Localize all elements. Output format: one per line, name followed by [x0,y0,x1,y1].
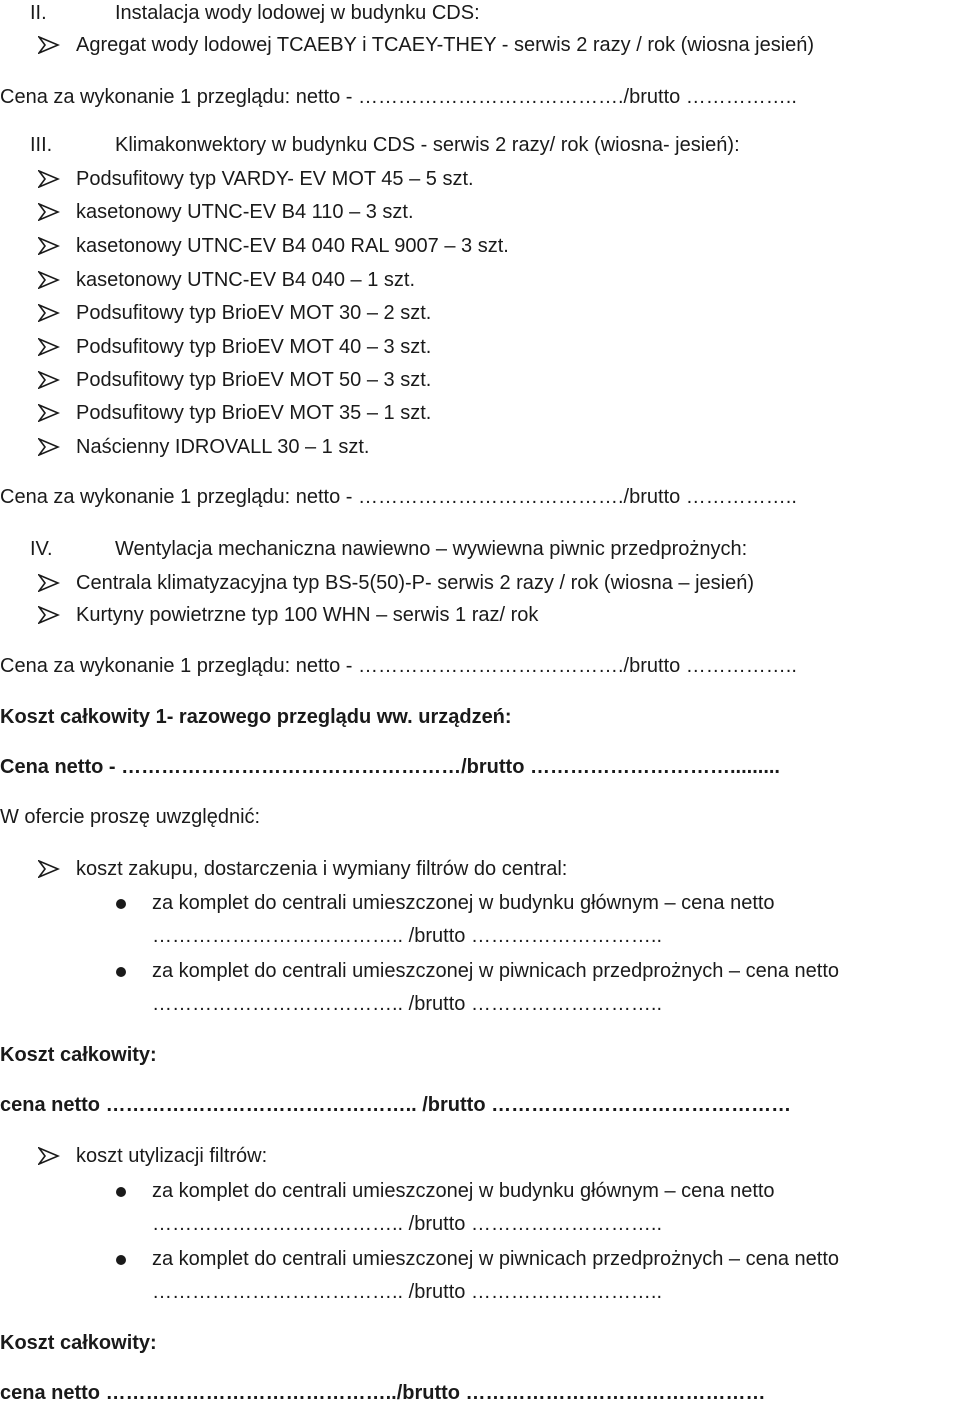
total-label-text: Koszt całkowity: [0,1044,157,1066]
arrow-bullet-icon [38,304,60,322]
bullet-text: za komplet do centrali umieszczonej w piwnicach przedprożnych – cena netto [152,960,840,982]
list-item [0,432,960,462]
list-item [0,164,960,194]
section-3-heading [0,130,960,160]
bullet-price-text: ……………………………….. /brutto ……………………….. [152,1213,663,1235]
list-item [0,265,960,295]
total-heading-text: Koszt całkowity 1- razowego przeglądu ww. urządzeń: [0,706,512,728]
bullet-text: za komplet do centrali umieszczonej w piwnicach przedprożnych – cena netto [152,1248,840,1270]
list-item [0,568,960,598]
filters-item [0,854,960,884]
section-2-number: II. [30,2,47,24]
bullet-continuation [0,989,960,1019]
bullet-dot-icon [116,1255,126,1265]
list-item-text: Podsufitowy typ VARDY- EV MOT 45 – 5 szt. [76,168,474,190]
list-item [0,298,960,328]
price-line [0,651,960,681]
list-item [0,398,960,428]
list-item-text: Kurtyny powietrzne typ 100 WHN – serwis 1 raz/ rok [76,604,539,626]
bullet-dot-icon [116,967,126,977]
arrow-bullet-icon [38,606,60,624]
disposal-total-price [0,1378,960,1408]
section-4-number: IV. [30,538,53,560]
list-item [0,365,960,395]
bullet-item [0,1176,960,1206]
disposal-item [0,1141,960,1171]
list-item [0,600,960,630]
list-item-text: kasetonowy UTNC-EV B4 040 – 1 szt. [76,269,416,291]
bullet-text: za komplet do centrali umieszczonej w budynku głównym – cena netto [152,1180,775,1202]
arrow-bullet-icon [38,271,60,289]
bullet-text: za komplet do centrali umieszczonej w budynku głównym – cena netto [152,892,775,914]
bullet-dot-icon [116,899,126,909]
disposal-total-label [0,1328,960,1358]
list-item-text: Podsufitowy typ BrioEV MOT 50 – 3 szt. [76,369,432,391]
bullet-continuation [0,1277,960,1307]
arrow-bullet-icon [38,574,60,592]
section-3-title: Klimakonwektory w budynku CDS - serwis 2 razy/ rok (wiosna- jesień): [115,134,740,156]
filters-total-label [0,1040,960,1070]
bullet-price-text: ……………………………….. /brutto ……………………….. [152,925,663,947]
total-price-line [0,752,960,782]
bullet-continuation [0,921,960,951]
list-item-text: Naścienny IDROVALL 30 – 1 szt. [76,436,370,458]
price-text: Cena za wykonanie 1 przeglądu: netto - …………………………………./brutto …………….. [0,486,797,508]
section-4-heading [0,534,960,564]
arrow-bullet-icon [38,404,60,422]
list-item [0,30,960,60]
section-2-title: Instalacja wody lodowej w budynku CDS: [115,2,480,24]
bullet-item [0,1244,960,1274]
list-item [0,231,960,261]
bullet-continuation [0,1209,960,1239]
price-line [0,82,960,112]
list-item [0,197,960,227]
arrow-bullet-icon [38,438,60,456]
list-item [0,332,960,362]
bullet-dot-icon [116,1187,126,1197]
bullet-item [0,888,960,918]
filters-total-price [0,1090,960,1120]
price-line [0,482,960,512]
list-item-text: Agregat wody lodowej TCAEBY i TCAEY-THEY - serwis 2 razy / rok (wiosna jesień) [76,34,815,56]
arrow-bullet-icon [38,860,60,878]
price-text: Cena za wykonanie 1 przeglądu: netto - …………………………………./brutto …………….. [0,86,797,108]
filters-label: koszt zakupu, dostarczenia i wymiany filtrów do central: [76,858,568,880]
list-item-text: Podsufitowy typ BrioEV MOT 35 – 1 szt. [76,402,432,424]
arrow-bullet-icon [38,371,60,389]
disposal-label: koszt utylizacji filtrów: [76,1145,268,1167]
total-price-text: Cena netto - ……………………………………………/brutto …………………………......... [0,756,780,778]
bullet-item [0,956,960,986]
list-item-text: Podsufitowy typ BrioEV MOT 30 – 2 szt. [76,302,432,324]
total-price-text: cena netto ……………………………………….. /brutto ……………………………………… [0,1094,792,1116]
section-4-title: Wentylacja mechaniczna nawiewno – wywiewna piwnic przedprożnych: [115,538,748,560]
section-3-number: III. [30,134,53,156]
arrow-bullet-icon [38,338,60,356]
list-item-text: Podsufitowy typ BrioEV MOT 40 – 3 szt. [76,336,432,358]
section-2-heading [0,0,960,28]
bullet-price-text: ……………………………….. /brutto ……………………….. [152,993,663,1015]
total-price-text: cena netto ……………………………………../brutto ……………………………………… [0,1382,766,1404]
arrow-bullet-icon [38,203,60,221]
offer-intro [0,802,960,832]
arrow-bullet-icon [38,170,60,188]
offer-intro-text: W ofercie proszę uwzględnić: [0,806,261,828]
arrow-bullet-icon [38,237,60,255]
arrow-bullet-icon [38,1147,60,1165]
price-text: Cena za wykonanie 1 przeglądu: netto - …………………………………./brutto …………….. [0,655,797,677]
list-item-text: kasetonowy UTNC-EV B4 110 – 3 szt. [76,201,414,223]
list-item-text: kasetonowy UTNC-EV B4 040 RAL 9007 – 3 szt. [76,235,509,257]
bullet-price-text: ……………………………….. /brutto ……………………….. [152,1281,663,1303]
total-label-text: Koszt całkowity: [0,1332,157,1354]
total-heading [0,702,960,732]
arrow-bullet-icon [38,36,60,54]
list-item-text: Centrala klimatyzacyjna typ BS-5(50)-P- serwis 2 razy / rok (wiosna – jesień) [76,572,754,594]
